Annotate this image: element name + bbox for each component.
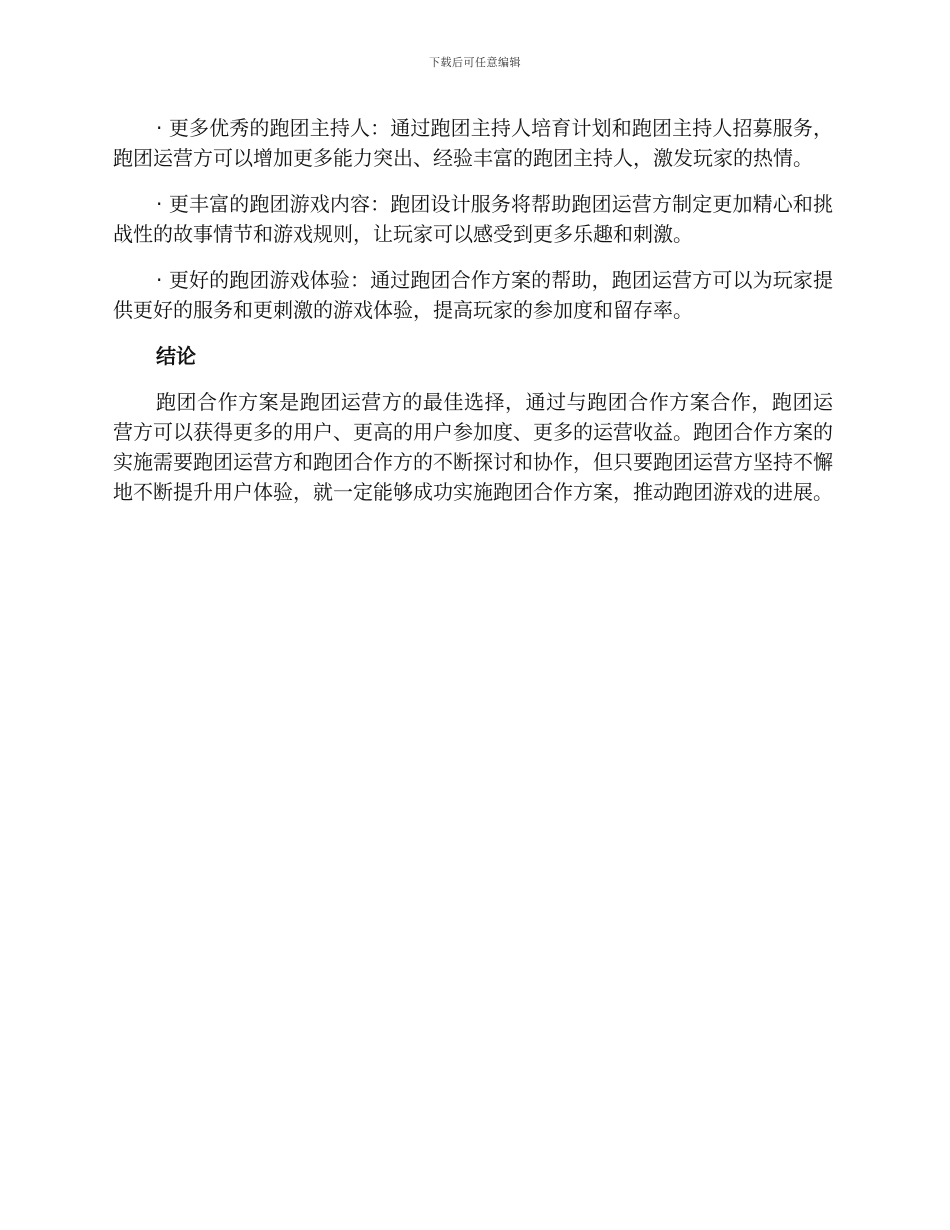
bullet-paragraph-experience: · 更好的跑团游戏体验：通过跑团合作方案的帮助，跑团运营方可以为玩家提供更好的服务和更刺激的游戏体验，提高玩家的参加度和留存率。 bbox=[113, 268, 833, 322]
bullet-paragraph-content: · 更丰富的跑团游戏内容：跑团设计服务将帮助跑团运营方制定更加精心和挑战性的故事情节和游戏规则，让玩家可以感受到更多乐趣和刺激。 bbox=[113, 192, 833, 246]
conclusion-paragraph: 跑团合作方案是跑团运营方的最佳选择，通过与跑团合作方案合作，跑团运营方可以获得更多的用户、更高的用户参加度、更多的运营收益。跑团合作方案的实施需要跑团运营方和跑团合作方的不断探讨和协作，但只要跑团运营方坚持不懈地不断提升用户体验，就一定能够成功实施跑团合作方案，推动跑团游戏的进展。 bbox=[113, 390, 833, 504]
section-heading-conclusion: 结论 bbox=[156, 344, 196, 368]
bullet-paragraph-hosts: · 更多优秀的跑团主持人：通过跑团主持人培育计划和跑团主持人招募服务，跑团运营方可以增加更多能力突出、经验丰富的跑团主持人，激发玩家的热情。 bbox=[113, 116, 833, 170]
page-header: 下载后可任意编辑 bbox=[429, 56, 521, 69]
document-body bbox=[113, 113, 833, 523]
